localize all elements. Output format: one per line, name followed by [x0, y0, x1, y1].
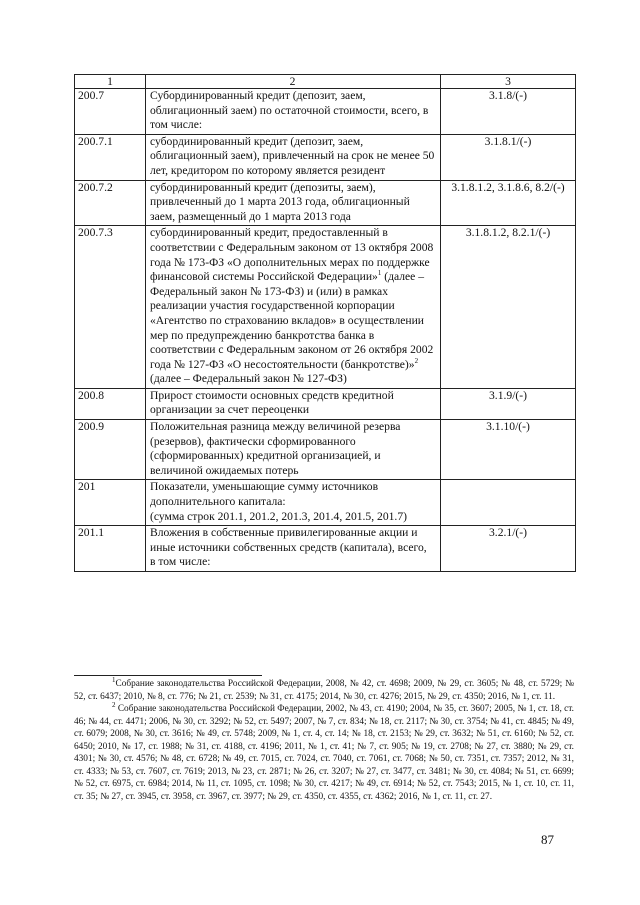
table-header-row — [75, 75, 576, 89]
header-col-1: 1 — [75, 75, 146, 89]
table-row — [75, 480, 576, 526]
row-description-part: субординированный кредит, предоставленный в соответствии с Федеральным законом от 13 октября 2008 года № 173-ФЗ «О дополнительных мерах по поддержке финансовой системы Российской Федерации» — [150, 226, 434, 284]
footnote-2-mark: 2 — [112, 701, 116, 709]
row-code: 200.7.2 — [75, 180, 146, 226]
row-reference — [441, 480, 576, 526]
table-row — [75, 526, 576, 572]
row-reference: 3.1.8/(-) — [441, 89, 576, 135]
footnote-1-mark: 1 — [112, 675, 116, 684]
row-code: 200.8 — [75, 388, 146, 419]
row-code: 200.9 — [75, 420, 146, 480]
row-description: Вложения в собственные привилегированные акции и иные источники собственных средств (капитала), всего, в том числе: — [146, 526, 441, 572]
footnote-ref-2: 2 — [414, 356, 419, 365]
footnote-1-text: Собрание законодательства Российской Федерации, 2008, № 42, ст. 4698; 2009, № 29, ст. 3605; № 48, ст. 5729; № 52, ст. 6437; 2010, № 8, ст. 776; № 21, ст. 2539; № 31, ст. 4175; 2014, № 30, ст. 4276; 2015, № 29, ст. 4350; 2016, № 1, ст. 11. — [74, 679, 574, 702]
page-number: 87 — [541, 832, 554, 847]
table-row — [75, 89, 576, 135]
table-row — [75, 388, 576, 419]
table-row — [75, 226, 576, 389]
row-code: 200.7.1 — [75, 134, 146, 180]
row-reference: 3.1.9/(-) — [441, 388, 576, 419]
row-reference: 3.1.8.1.2, 3.1.8.6, 8.2/(-) — [441, 180, 576, 226]
row-reference: 3.1.10/(-) — [441, 420, 576, 480]
header-col-2: 2 — [146, 75, 441, 89]
footnote-2 — [74, 703, 574, 803]
footnote-ref-1: 1 — [377, 269, 382, 278]
row-description-part: (далее – Федеральный закон № 127-ФЗ) — [150, 372, 347, 386]
row-description — [146, 226, 441, 389]
row-description: Субординированный кредит (депозит, заем, облигационный заем) по остаточной стоимости, всего, в том числе: — [146, 89, 441, 135]
row-reference: 3.1.8.1.2, 8.2.1/(-) — [441, 226, 576, 389]
row-description-line: Показатели, уменьшающие сумму источников дополнительного капитала: — [150, 480, 379, 509]
row-description: субординированный кредит (депозит, заем, облигационный заем), привлеченный на срок не менее 50 лет, кредитором по которому является резидент — [146, 134, 441, 180]
row-description: Положительная разница между величиной резерва (резервов), фактически сформированного (сформированных) кредитной организацией, и величиной ожидаемых потерь — [146, 420, 441, 480]
data-table — [74, 74, 576, 572]
row-code: 200.7.3 — [75, 226, 146, 389]
row-description — [146, 480, 441, 526]
table-row — [75, 134, 576, 180]
row-description-part: (далее – Федеральный закон № 173-ФЗ) и (или) в рамках реализации участия государственной корпорации «Агентство по страхованию вкладов» в осуществлении мер по предупреждению банкротства банка в соответствии с Федеральным законом от 26 октября 2002 года № 127-ФЗ «О несостоятельности (банкротстве)» — [150, 270, 434, 371]
row-code: 201.1 — [75, 526, 146, 572]
row-description-sum: (сумма строк 201.1, 201.2, 201.3, 201.4, 201.5, 201.7) — [150, 509, 407, 523]
table-row — [75, 180, 576, 226]
row-reference: 3.2.1/(-) — [441, 526, 576, 572]
footnote-1 — [74, 675, 574, 703]
row-description: Прирост стоимости основных средств кредитной организации за счет переоценки — [146, 388, 441, 419]
footnote-separator — [74, 675, 262, 676]
footnotes — [74, 675, 574, 803]
row-code: 200.7 — [75, 89, 146, 135]
table-row — [75, 420, 576, 480]
row-reference: 3.1.8.1/(-) — [441, 134, 576, 180]
footnote-2-text: Собрание законодательства Российской Федерации, 2002, № 43, ст. 4190; 2004, № 35, ст. 3607; 2005, № 1, ст. 18, ст. 46; № 44, ст. 4471; 2006, № 30, ст. 3292; № 52, ст. 5497; 2007, № 7, ст. 834; № 18, ст. 2117; № 30, ст. 3754; № 41, ст. 4845; № 49, ст. 6079; 2008, № 30, ст. 3616; № 49, ст. 5748; 2009, № 1, ст. 4, ст. 14; № 18, ст. 2153; № 29, ст. 3632; № 51, ст. 6160; № 52, ст. 6450; 2010, № 17, ст. 1988; № 31, ст. 4188, ст. 4196; 2011, № 1, ст. 41; № 7, ст. 905; № 19, ст. 2708; № 27, ст. 3880; № 29, ст. 4301; № 30, ст. 4576; № 48, ст. 6728; № 49, ст. 7015, ст. 7024, ст. 7040, ст. 7061, ст. 7068; № 50, ст. 7351, ст. 7357; 2012, № 31, ст. 4333; № 53, ст. 7607, ст. 7619; 2013, № 23, ст. 2871; № 26, ст. 3207; № 27, ст. 3477, ст. 3481; № 30, ст. 4084; № 51, ст. 6699; № 52, ст. 6975, ст. 6984; 2014, № 11, ст. 1095, ст. 1098; № 30, ст. 4217; № 49, ст. 6914; № 52, ст. 7543; 2015, № 1, ст. 10, ст. 11, ст. 35; № 27, ст. 3945, ст. 3958, ст. 3967, ст. 3977; № 29, ст. 4350, ст. 4355, ст. 4362; 2016, № 1, ст. 11, ст. 27. — [74, 704, 574, 802]
row-description: субординированный кредит (депозиты, заем), привлеченный до 1 марта 2013 года, облигационный заем, размещенный до 1 марта 2013 года — [146, 180, 441, 226]
header-col-3: 3 — [441, 75, 576, 89]
row-code: 201 — [75, 480, 146, 526]
